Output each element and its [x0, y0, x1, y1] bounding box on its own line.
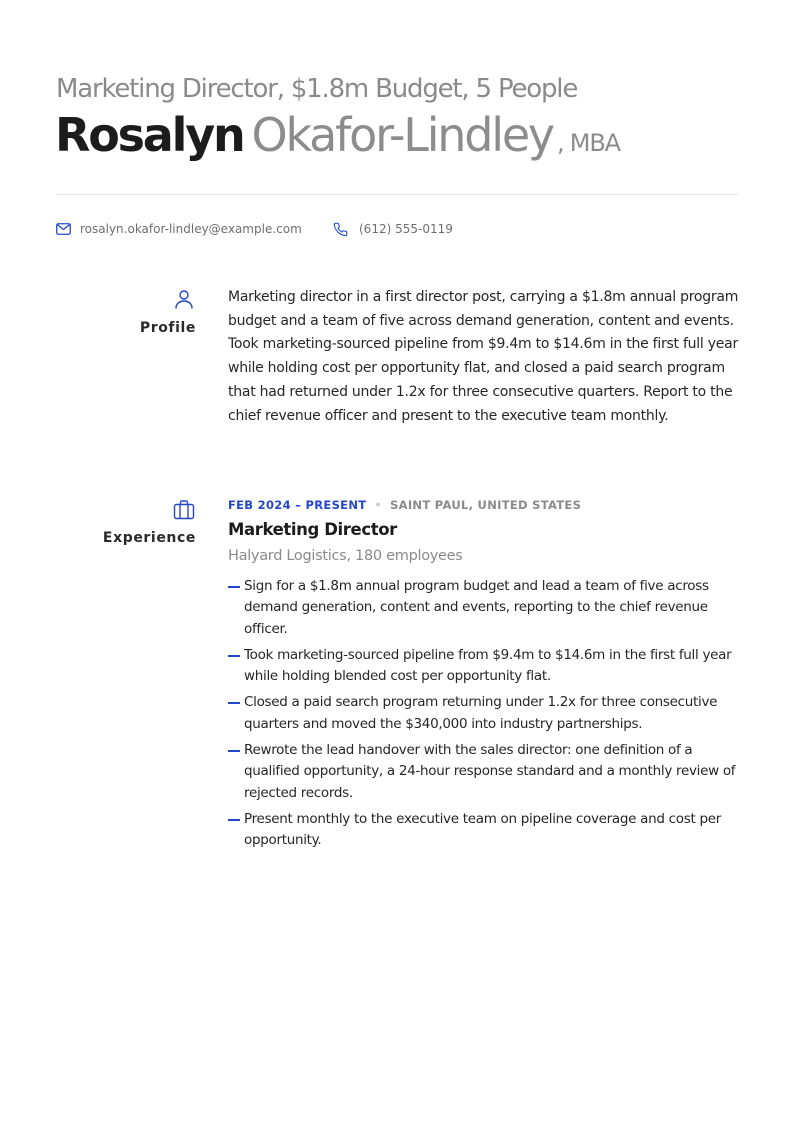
experience-heading: Experience — [102, 530, 196, 546]
contact-phone[interactable] — [333, 220, 453, 238]
bullet-dash — [228, 586, 240, 588]
bullet-text: Present monthly to the executive team on pipeline coverage and cost per opportunity. — [244, 810, 721, 849]
email-text[interactable]: rosalyn.okafor-lindley@example.com — [80, 222, 302, 236]
bullet-dash — [228, 702, 240, 704]
bullet-dash — [228, 819, 240, 821]
bullet-dash — [228, 750, 240, 752]
job-bullets — [228, 576, 740, 857]
bullet-dash — [228, 655, 240, 657]
bullet-text: Took marketing-sourced pipeline from $9.4m to $14.6m in the first full year while holding blended cost per opportunity flat. — [244, 646, 732, 685]
phone-icon — [333, 222, 348, 237]
list-item — [228, 809, 740, 852]
meta-separator: • — [374, 498, 383, 512]
job-location: SAINT PAUL, UNITED STATES — [390, 498, 582, 512]
headline: Marketing Director, $1.8m Budget, 5 People — [56, 74, 578, 104]
list-item — [228, 645, 740, 688]
bullet-text: Closed a paid search program returning under 1.2x for three consecutive quarters and moved the $340,000 into industry partnerships. — [244, 694, 718, 732]
bullet-text: Sign for a $1.8m annual program budget and lead a team of five across demand generation, content and events, reporting to the chief revenue officer. — [244, 578, 709, 637]
list-item — [228, 576, 740, 640]
full-name — [55, 104, 755, 174]
profile-heading: Profile — [139, 320, 196, 336]
first-name: Rosalyn — [55, 108, 244, 162]
credential: , MBA — [556, 129, 620, 157]
briefcase-icon — [172, 498, 196, 522]
job-meta — [228, 498, 581, 512]
bullet-text: Rewrote the lead handover with the sales director: one definition of a qualified opportunity, a 24-hour response standard and a monthly review of rejected records. — [244, 742, 736, 801]
list-item — [228, 740, 740, 804]
profile-summary: Marketing director in a first director post, carrying a $1.8m annual program budget and a team of five across demand generation, content and events. Took marketing-sourced pipeline from $9.4m to $14.6m in the first full year while holding cost per opportunity flat, and closed a paid search program that had returned under 1.2x for three consecutive quarters. Report to the chief revenue officer and present to the executive team monthly. — [228, 289, 739, 424]
contact-email[interactable] — [56, 220, 302, 238]
job-employer: Halyard Logistics, 180 employees — [228, 548, 463, 564]
header-divider — [56, 194, 738, 195]
envelope-icon — [56, 223, 71, 235]
last-name: Okafor-Lindley — [251, 108, 553, 162]
user-icon — [172, 287, 196, 311]
phone-text[interactable]: (612) 555-0119 — [359, 222, 453, 236]
job-dates: FEB 2024 – PRESENT — [228, 498, 367, 512]
job-title: Marketing Director — [228, 520, 397, 539]
list-item — [228, 692, 740, 735]
